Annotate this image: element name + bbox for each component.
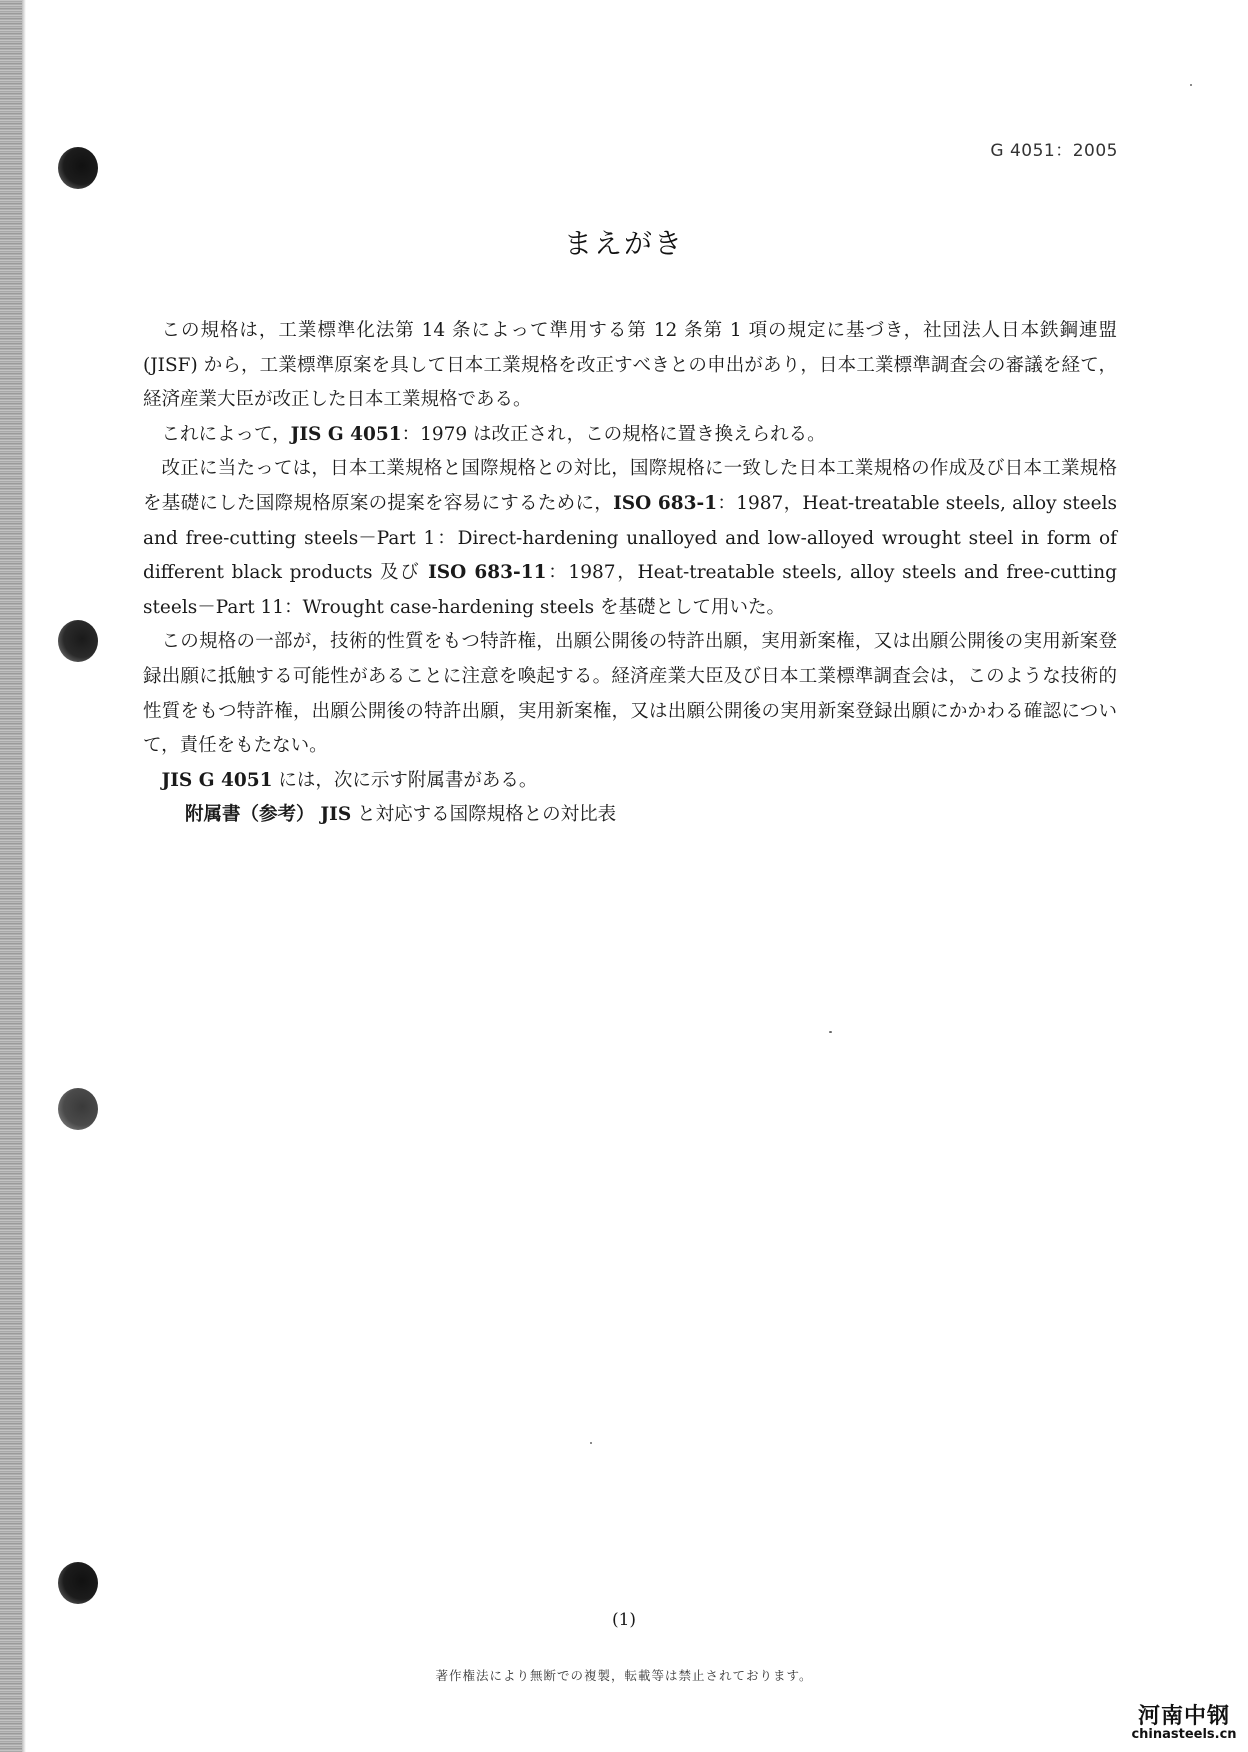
punch-hole <box>58 1088 98 1130</box>
paragraph-iso-reference: 改正に当たっては，日本工業規格と国際規格との対比，国際規格に一致した日本工業規格の作成及び日本工業規格を基礎にした国際規格原案の提案を容易にするために，ISO 683-1：1987，Heat-treatable steels, alloy steels and free-cutting steels－Part 1：Direct-hardening unalloyed and low-alloyed wrought steel in form of different black products 及び ISO 683-11：1987，Heat-treatable steels, alloy steels and free-cutting steels－Part 11：Wrought case-hardening steels を基礎として用いた。 <box>143 458 1117 618</box>
annex-label: 附属書（参考） <box>185 804 315 826</box>
scan-speck <box>1190 84 1192 86</box>
paragraph-patent-notice: この規格の一部が，技術的性質をもつ特許権，出願公開後の特許出願，実用新案権，又は出願公開後の実用新案登録出願に抵触する可能性があることに注意を喚起する。経済産業大臣及び日本工業標準調査会は，このような技術的性質をもつ特許権，出願公開後の特許出願，実用新案権，又は出願公開後の実用新案登録出願にかかわる確認について，責任をもたない。 <box>143 631 1117 757</box>
scan-speck <box>590 1442 592 1444</box>
copyright-notice: 著作権法により無断での複製，転載等は禁止されております。 <box>435 1668 813 1683</box>
watermark-name: 河南中钢 <box>1137 1704 1230 1730</box>
iso-code: ISO 683-11 <box>428 562 547 584</box>
paragraph-basis: この規格は，工業標準化法第 14 条によって準用する第 12 条第 1 項の規定に基づき，社団法人日本鉄鋼連盟 (JISF) から，工業標準原案を具して日本工業規格を改正すべきとの申出があり，日本工業標準調査会の審議を経て，経済産業大臣が改正した日本工業規格である。 <box>143 320 1117 411</box>
annex-code: JIS <box>320 804 352 826</box>
punch-hole <box>58 1562 98 1604</box>
scan-binding-edge <box>0 0 22 1752</box>
paragraph-replacement: これによって，JIS G 4051：1979 は改正され，この規格に置き換えられる。 <box>161 423 826 445</box>
iso-code: ISO 683-1 <box>613 492 718 514</box>
standard-number: G 4051：2005 <box>990 141 1118 161</box>
watermark-logo <box>1128 1705 1240 1742</box>
standard-code: JIS G 4051 <box>161 769 273 791</box>
paragraph-annex-intro: JIS G 4051 には，次に示す附属書がある。 <box>161 769 538 791</box>
foreword-body <box>143 314 1117 833</box>
punch-hole <box>58 620 98 662</box>
punch-hole <box>58 147 98 189</box>
page-number: (1) <box>611 1610 637 1630</box>
watermark-site: chinasteels.cn <box>1131 1727 1237 1743</box>
scan-speck <box>829 1031 832 1033</box>
page-title: まえがき <box>563 227 684 260</box>
standard-code: JIS G 4051 <box>290 423 402 445</box>
annex-entry: 附属書（参考） JIS と対応する国際規格との対比表 <box>185 804 617 826</box>
